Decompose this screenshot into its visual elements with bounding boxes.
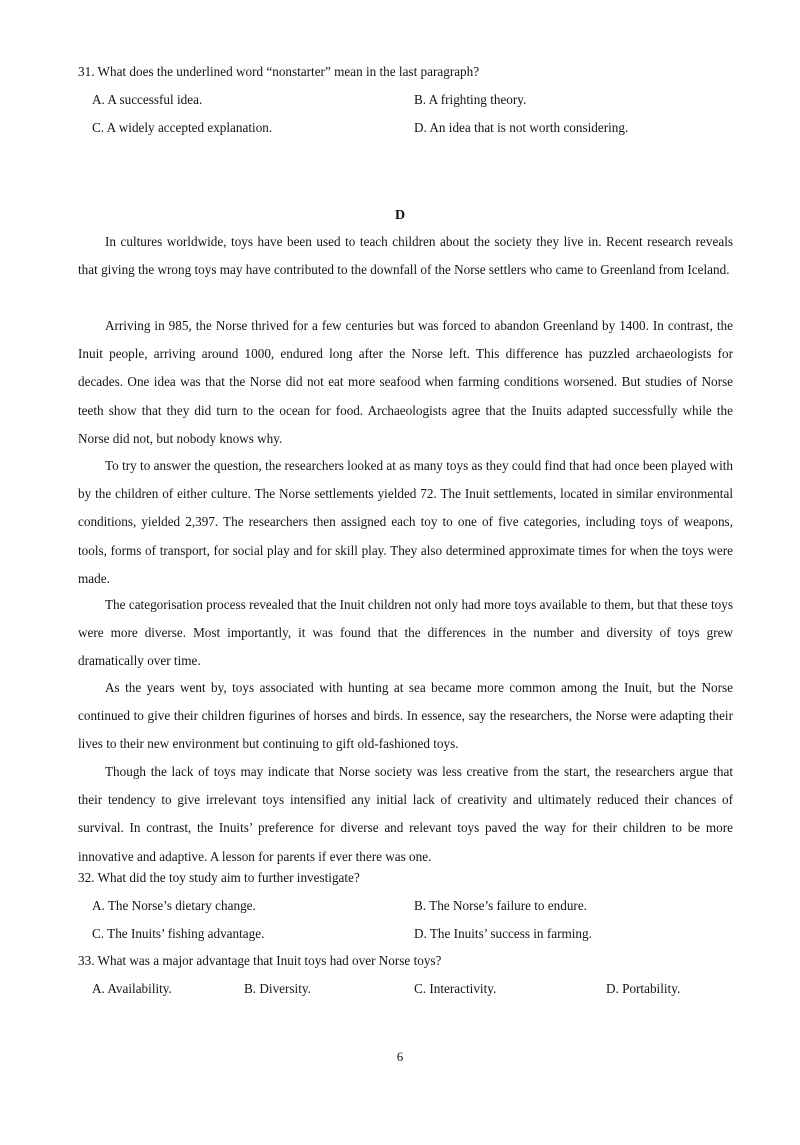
question-32-option-c: C. The Inuits’ fishing advantage.: [92, 926, 265, 941]
passage-paragraph-6: Though the lack of toys may indicate that Norse society was less creative from the start, the researchers argue that their tendency to give irrelevant toys intensified any initial lack of creativity and ultimately reduced their chances of survival. In contrast, the Inuits’ preference for diverse and relevant toys paved the way for their children to be more innovative and adaptive. A lesson for parents if ever there was one.: [78, 764, 733, 864]
passage-paragraph-4: The categorisation process revealed that the Inuit children not only had more toys available to them, but that these toys were more diverse. Most importantly, it was found that the differences in the number and diversity of toys grew dramatically over time.: [78, 597, 733, 669]
question-31-option-a: A. A successful idea.: [92, 92, 203, 107]
question-31-option-b: B. A frighting theory.: [414, 92, 527, 107]
section-heading: D: [394, 208, 406, 223]
question-33-option-d: D. Portability.: [606, 981, 681, 996]
question-32-option-a: A. The Norse’s dietary change.: [92, 898, 256, 913]
page-number: 6: [396, 1049, 404, 1064]
passage-paragraph-5: As the years went by, toys associated with hunting at sea became more common among the Inuit, but the Norse continued to give their children figurines of horses and birds. In essence, say the researchers, the Norse were adapting their lives to their new environment but continuing to gift old-fashioned toys.: [78, 680, 733, 752]
question-33-stem: 33. What was a major advantage that Inuit toys had over Norse toys?: [78, 953, 442, 968]
question-33-option-b: B. Diversity.: [244, 981, 311, 996]
passage-paragraph-2: Arriving in 985, the Norse thrived for a few centuries but was forced to abandon Greenland by 1400. In contrast, the Inuit people, arriving around 1000, endured long after the Norse left. This difference has puzzled archaeologists for decades. One idea was that the Norse did not eat more seafood when farming conditions worsened. But studies of Norse teeth show that they did turn to the ocean for food. Archaeologists agree that the Inuits adapted successfully while the Norse did not, but nobody knows why.: [78, 318, 733, 446]
question-32-option-b: B. The Norse’s failure to endure.: [414, 898, 587, 913]
question-33-option-c: C. Interactivity.: [414, 981, 497, 996]
question-31-option-c: C. A widely accepted explanation.: [92, 120, 273, 135]
passage-paragraph-1: In cultures worldwide, toys have been used to teach children about the society they live in. Recent research reveals that giving the wrong toys may have contributed to the downfall of the Norse settlers who came to Greenland from Iceland.: [78, 234, 733, 278]
question-31-stem: 31. What does the underlined word “nonstarter” mean in the last paragraph?: [78, 64, 480, 79]
question-33-option-a: A. Availability.: [92, 981, 172, 996]
passage-paragraph-3: To try to answer the question, the researchers looked at as many toys as they could find that had once been played with by the children of either culture. The Norse settlements yielded 72. The Inuit settlements, located in similar environmental conditions, yielded 2,397. The researchers then assigned each toy to one of five categories, including toys of weapons, tools, forms of transport, for social play and for skill play. They also determined approximate times for when the toys were made.: [78, 458, 733, 586]
question-32-option-d: D. The Inuits’ success in farming.: [414, 926, 592, 941]
question-31-option-d: D. An idea that is not worth considering.: [414, 120, 629, 135]
question-32-stem: 32. What did the toy study aim to further investigate?: [78, 870, 360, 885]
